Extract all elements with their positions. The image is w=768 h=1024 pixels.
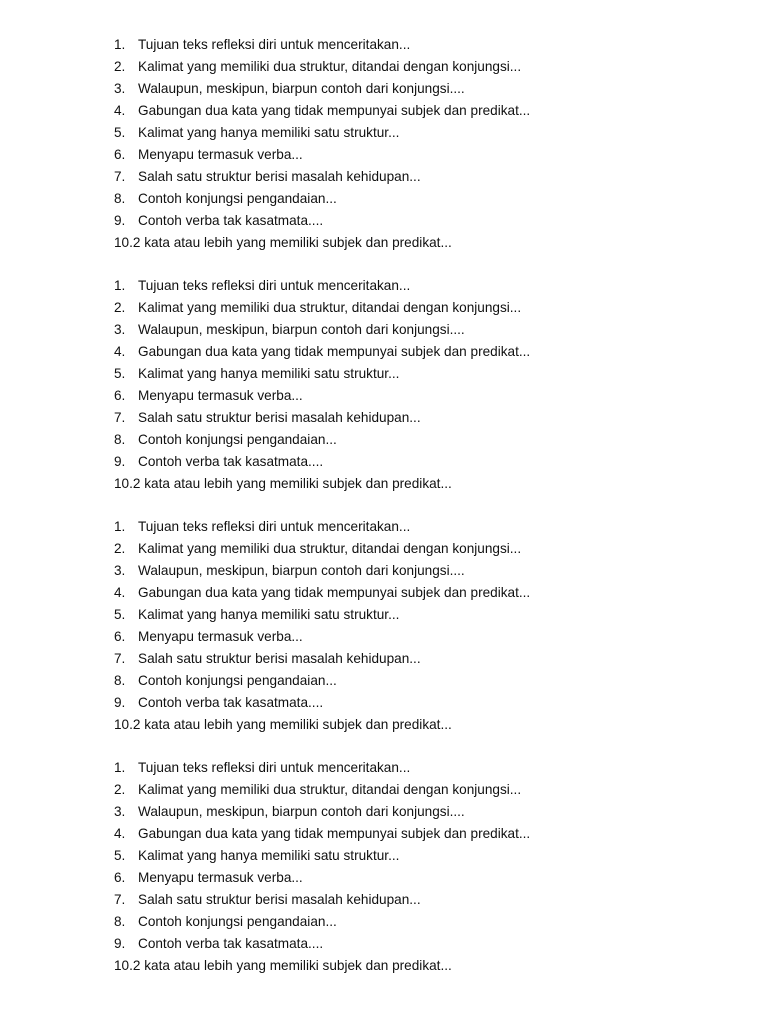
item-text: Kalimat yang hanya memiliki satu struktur... (138, 125, 400, 140)
item-text: Contoh verba tak kasatmata.... (138, 454, 324, 469)
item-number: 3. (114, 804, 126, 819)
item-number: 4. (114, 826, 126, 841)
item-text: 2 kata atau lebih yang memiliki subjek dan predikat... (132, 476, 452, 491)
list-item (114, 341, 734, 363)
item-text: Salah satu struktur berisi masalah kehidupan... (138, 169, 421, 184)
item-text: 2 kata atau lebih yang memiliki subjek dan predikat... (132, 958, 452, 973)
item-text: Walaupun, meskipun, biarpun contoh dari konjungsi.... (138, 322, 465, 337)
item-text: Salah satu struktur berisi masalah kehidupan... (138, 892, 421, 907)
list-item (114, 56, 734, 78)
question-list-1 (114, 34, 734, 254)
item-number: 2. (114, 59, 126, 74)
list-item (114, 363, 734, 385)
list-item (114, 538, 734, 560)
list-item (114, 407, 734, 429)
list-item (114, 297, 734, 319)
item-text: Gabungan dua kata yang tidak mempunyai subjek dan predikat... (138, 826, 531, 841)
item-text: Kalimat yang hanya memiliki satu struktur... (138, 607, 400, 622)
item-text: Menyapu termasuk verba... (138, 870, 303, 885)
item-number: 9. (114, 695, 126, 710)
item-text: Gabungan dua kata yang tidak mempunyai subjek dan predikat... (138, 344, 531, 359)
list-item (114, 955, 734, 977)
item-number: 9. (114, 454, 126, 469)
item-number: 4. (114, 344, 126, 359)
item-text: Contoh konjungsi pengandaian... (138, 432, 337, 447)
item-number: 8. (114, 432, 126, 447)
list-item (114, 516, 734, 538)
item-number: 7. (114, 651, 126, 666)
item-text: 2 kata atau lebih yang memiliki subjek dan predikat... (132, 235, 452, 250)
list-item (114, 100, 734, 122)
item-number: 5. (114, 366, 126, 381)
item-number: 5. (114, 848, 126, 863)
list-item (114, 867, 734, 889)
item-text: Kalimat yang memiliki dua struktur, ditandai dengan konjungsi... (138, 782, 522, 797)
item-number: 7. (114, 410, 126, 425)
item-text: Walaupun, meskipun, biarpun contoh dari konjungsi.... (138, 81, 465, 96)
item-number: 2. (114, 782, 126, 797)
list-item (114, 604, 734, 626)
item-number: 2. (114, 541, 126, 556)
list-item (114, 757, 734, 779)
item-text: Kalimat yang memiliki dua struktur, ditandai dengan konjungsi... (138, 59, 522, 74)
item-text: Tujuan teks refleksi diri untuk menceritakan... (138, 519, 411, 534)
item-text: Gabungan dua kata yang tidak mempunyai subjek dan predikat... (138, 103, 531, 118)
list-item (114, 232, 734, 254)
item-number: 8. (114, 914, 126, 929)
list-item (114, 648, 734, 670)
list-item (114, 210, 734, 232)
item-text: Kalimat yang hanya memiliki satu struktur... (138, 848, 400, 863)
item-number: 1. (114, 760, 126, 775)
list-item (114, 626, 734, 648)
list-item (114, 911, 734, 933)
item-text: Contoh verba tak kasatmata.... (138, 936, 324, 951)
item-text: Salah satu struktur berisi masalah kehidupan... (138, 651, 421, 666)
item-text: Salah satu struktur berisi masalah kehidupan... (138, 410, 421, 425)
question-list-3 (114, 516, 734, 736)
item-number: 1. (114, 519, 126, 534)
item-number: 10. (114, 958, 133, 973)
item-number: 3. (114, 81, 126, 96)
list-item (114, 451, 734, 473)
item-number: 6. (114, 870, 126, 885)
item-text: Walaupun, meskipun, biarpun contoh dari konjungsi.... (138, 804, 465, 819)
item-text: Kalimat yang memiliki dua struktur, ditandai dengan konjungsi... (138, 541, 522, 556)
item-text: Menyapu termasuk verba... (138, 388, 303, 403)
list-item (114, 670, 734, 692)
item-number: 2. (114, 300, 126, 315)
item-number: 3. (114, 322, 126, 337)
list-item (114, 823, 734, 845)
list-item (114, 385, 734, 407)
item-text: Contoh verba tak kasatmata.... (138, 695, 324, 710)
item-text: Walaupun, meskipun, biarpun contoh dari konjungsi.... (138, 563, 465, 578)
item-text: Contoh konjungsi pengandaian... (138, 191, 337, 206)
item-number: 8. (114, 191, 126, 206)
item-number: 7. (114, 169, 126, 184)
item-text: Kalimat yang memiliki dua struktur, ditandai dengan konjungsi... (138, 300, 522, 315)
question-list-4 (114, 757, 734, 977)
list-item (114, 429, 734, 451)
list-item (114, 188, 734, 210)
list-item (114, 144, 734, 166)
list-item (114, 34, 734, 56)
item-text: 2 kata atau lebih yang memiliki subjek dan predikat... (132, 717, 452, 732)
list-item (114, 78, 734, 100)
item-number: 9. (114, 936, 126, 951)
item-number: 5. (114, 607, 126, 622)
list-item (114, 582, 734, 604)
list-item (114, 560, 734, 582)
item-text: Tujuan teks refleksi diri untuk menceritakan... (138, 278, 411, 293)
item-text: Gabungan dua kata yang tidak mempunyai subjek dan predikat... (138, 585, 531, 600)
list-item (114, 122, 734, 144)
item-number: 8. (114, 673, 126, 688)
item-number: 6. (114, 388, 126, 403)
list-item (114, 779, 734, 801)
item-text: Contoh konjungsi pengandaian... (138, 914, 337, 929)
item-text: Contoh verba tak kasatmata.... (138, 213, 324, 228)
item-number: 1. (114, 37, 126, 52)
list-item (114, 845, 734, 867)
list-item (114, 473, 734, 495)
item-text: Menyapu termasuk verba... (138, 629, 303, 644)
item-text: Kalimat yang hanya memiliki satu struktur... (138, 366, 400, 381)
question-list-2 (114, 275, 734, 495)
item-number: 10. (114, 235, 133, 250)
list-item (114, 714, 734, 736)
item-number: 1. (114, 278, 126, 293)
item-text: Menyapu termasuk verba... (138, 147, 303, 162)
item-number: 6. (114, 147, 126, 162)
list-item (114, 801, 734, 823)
list-item (114, 692, 734, 714)
item-number: 10. (114, 476, 133, 491)
list-item (114, 889, 734, 911)
item-number: 10. (114, 717, 133, 732)
item-text: Contoh konjungsi pengandaian... (138, 673, 337, 688)
list-item (114, 933, 734, 955)
item-number: 9. (114, 213, 126, 228)
item-text: Tujuan teks refleksi diri untuk menceritakan... (138, 37, 411, 52)
item-number: 7. (114, 892, 126, 907)
item-number: 4. (114, 585, 126, 600)
item-number: 4. (114, 103, 126, 118)
list-item (114, 275, 734, 297)
list-item (114, 319, 734, 341)
item-text: Tujuan teks refleksi diri untuk menceritakan... (138, 760, 411, 775)
item-number: 3. (114, 563, 126, 578)
item-number: 6. (114, 629, 126, 644)
list-item (114, 166, 734, 188)
item-number: 5. (114, 125, 126, 140)
